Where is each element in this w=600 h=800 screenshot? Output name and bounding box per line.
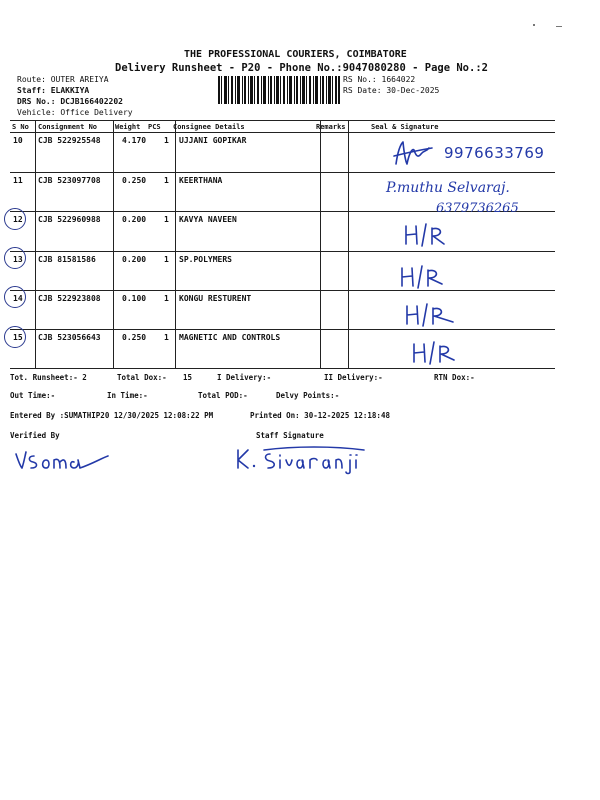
vehicle-label: Vehicle: Office Delivery	[17, 108, 133, 117]
signature-phone-row-1: 9976633769	[444, 144, 545, 162]
rtn-dox: RTN Dox:-	[434, 373, 475, 382]
sno-circle-mark	[4, 208, 26, 230]
col-consignment: Consignment No	[38, 123, 98, 131]
row-sno: 15	[13, 333, 23, 342]
row-consignment: CJB 522923808	[38, 294, 101, 303]
total-dox-value: 15	[183, 373, 193, 382]
row-sno: 12	[13, 215, 23, 224]
verified-by-label: Verified By	[10, 431, 60, 440]
row-pcs: 1	[164, 294, 169, 303]
signature-row-6	[410, 340, 470, 366]
row-consignment: CJB 523056643	[38, 333, 101, 342]
ii-delivery: II Delivery:-	[324, 373, 383, 382]
staff-signature-label: Staff Signature	[256, 431, 324, 440]
stray-mark	[556, 26, 562, 27]
route-label: Route: OUTER AREIYA	[17, 75, 109, 84]
row-weight: 0.200	[122, 215, 147, 224]
row-consignee: SP.POLYMERS	[179, 255, 232, 264]
stray-mark	[533, 24, 535, 26]
row-pcs: 1	[164, 215, 169, 224]
total-pod: Total POD:-	[198, 391, 248, 400]
row-sno: 10	[13, 136, 23, 145]
entered-by: Entered By :SUMATHIP20 12/30/2025 12:08:22 PM	[10, 411, 214, 420]
row-consignment: CJB 522925548	[38, 136, 101, 145]
row-weight: 0.250	[122, 176, 147, 185]
col-sno: S No	[12, 123, 29, 131]
staff-label: Staff: ELAKKIYA	[17, 86, 90, 95]
svg-text:P.muthu Selvaraj.: P.muthu Selvaraj.	[386, 180, 510, 196]
col-seal-signature: Seal & Signature	[371, 123, 439, 131]
row-pcs: 1	[164, 333, 169, 342]
signature-row-2	[384, 176, 564, 216]
out-time: Out Time:-	[10, 391, 56, 400]
company-title: THE PROFESSIONAL COURIERS, COIMBATORE	[184, 49, 407, 60]
in-time: In Time:-	[107, 391, 148, 400]
col-consignee: Consignee Details	[173, 123, 245, 131]
col-weight: Weight	[115, 123, 141, 131]
row-weight: 0.250	[122, 333, 147, 342]
drs-number: DRS No.: DCJB166402202	[17, 97, 123, 106]
sno-circle-mark	[4, 247, 26, 269]
total-runsheet: Tot. Runsheet:- 2	[10, 373, 87, 382]
row-pcs: 1	[164, 255, 169, 264]
runsheet-subtitle: Delivery Runsheet - P20 - Phone No.:9047080280 - Page No.:2	[115, 62, 488, 74]
sno-circle-mark	[4, 326, 26, 348]
row-consignee: KONGU RESTURENT	[179, 294, 252, 303]
verified-by-signature	[12, 446, 122, 472]
i-delivery: I Delivery:-	[217, 373, 272, 382]
delvy-points: Delvy Points:-	[276, 391, 340, 400]
col-pcs: PCS	[148, 123, 161, 131]
printed-on: Printed On: 30-12-2025 12:18:48	[250, 411, 390, 420]
svg-text:6379736265: 6379736265	[436, 201, 519, 216]
row-consignment: CJB 81581586	[38, 255, 96, 264]
col-remarks: Remarks	[316, 123, 346, 131]
signature-row-3	[402, 222, 462, 248]
rs-number: RS No.: 1664022	[343, 75, 416, 84]
barcode	[218, 76, 340, 104]
row-consignment: CJB 522960988	[38, 215, 101, 224]
rs-date: RS Date: 30-Dec-2025	[343, 86, 440, 95]
row-consignment: CJB 523097708	[38, 176, 101, 185]
row-sno: 14	[13, 294, 23, 303]
row-weight: 0.100	[122, 294, 147, 303]
row-sno: 13	[13, 255, 23, 264]
signature-row-5	[403, 302, 463, 328]
row-pcs: 1	[164, 136, 169, 145]
row-weight: 0.200	[122, 255, 147, 264]
row-sno: 11	[13, 176, 23, 185]
row-pcs: 1	[164, 176, 169, 185]
sno-circle-mark	[4, 286, 26, 308]
row-consignee: UJJANI GOPIKAR	[179, 136, 247, 145]
total-dox-label: Total Dox:-	[117, 373, 167, 382]
signature-row-4	[398, 264, 458, 290]
row-consignee: KEERTHANA	[179, 176, 223, 185]
row-consignee: KAVYA NAVEEN	[179, 215, 237, 224]
staff-signature	[234, 444, 374, 474]
row-weight: 4.170	[122, 136, 147, 145]
row-consignee: MAGNETIC AND CONTROLS	[179, 333, 281, 342]
